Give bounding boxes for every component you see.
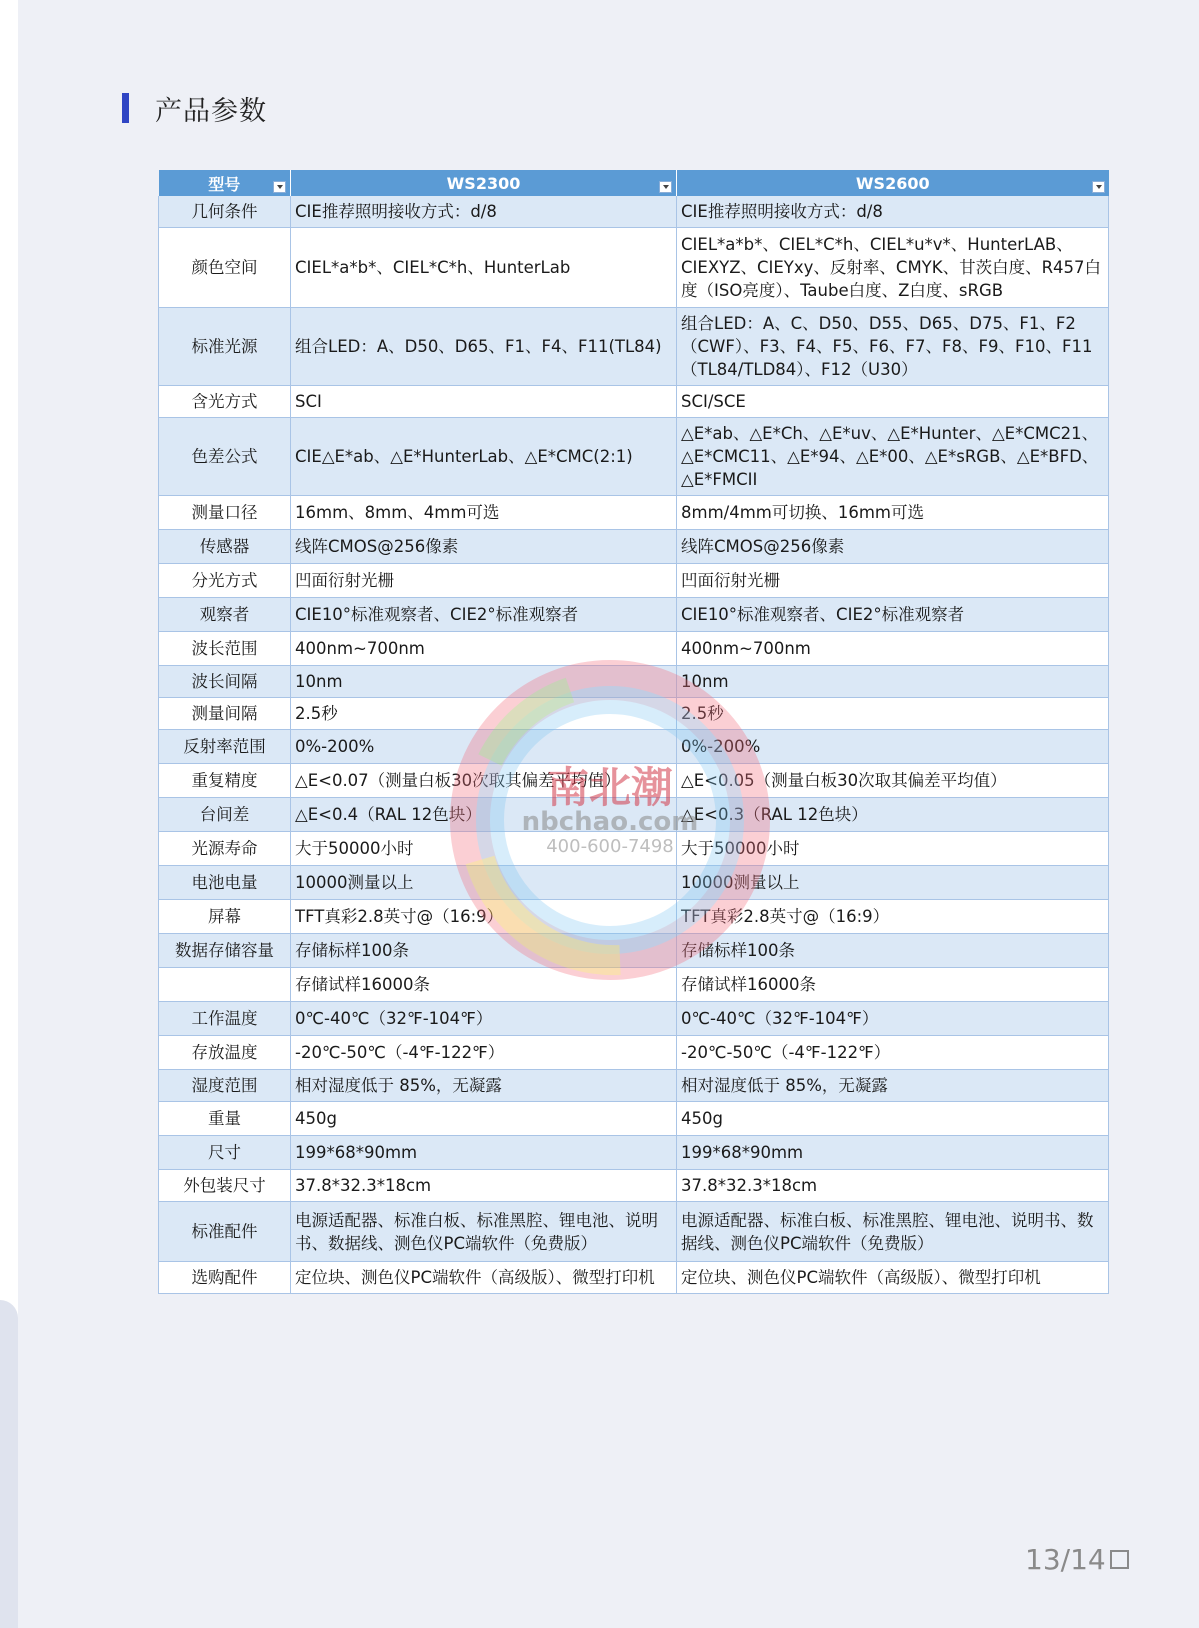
row-label: 测量口径 [159,496,291,530]
watermark-phone: 400-600-7498 [546,836,674,857]
table-row [159,1036,1109,1070]
row-label: 光源寿命 [159,832,291,866]
table-row [159,196,1109,228]
ws2600-value: 组合LED：A、C、D50、D55、D65、D75、F1、F2（CWF）、F3、F4、F5、F6、F7、F8、F9、F10、F11（TL84/TLD84）、F12（U30） [677,308,1109,386]
ws2300-value: 10nm [291,666,677,698]
row-label: 湿度范围 [159,1070,291,1102]
table-row [159,632,1109,666]
table-row [159,968,1109,1002]
ws2600-value: 400nm~700nm [677,632,1109,666]
ws2600-value: 凹面衍射光栅 [677,564,1109,598]
ws2300-value: CIE推荐照明接收方式：d/8 [291,196,677,228]
page-box-icon [1110,1550,1129,1569]
ws2300-value: 线阵CMOS@256像素 [291,530,677,564]
row-label [159,968,291,1002]
page-title: 产品参数 [155,95,267,127]
ws2600-value: 10000测量以上 [677,866,1109,900]
table-row [159,698,1109,730]
row-label: 色差公式 [159,418,291,496]
page-number [1025,1543,1129,1576]
ws2300-value: CIE△E*ab、△E*HunterLab、△E*CMC(2:1) [291,418,677,496]
table-row [159,866,1109,900]
ws2600-value: 450g [677,1102,1109,1136]
ws2600-value: 电源适配器、标准白板、标准黑腔、锂电池、说明书、数据线、测色仪PC端软件（免费版） [677,1202,1109,1262]
table-row [159,900,1109,934]
ws2600-value: 37.8*32.3*18cm [677,1170,1109,1202]
ws2300-value: SCI [291,386,677,418]
row-label: 电池电量 [159,866,291,900]
ws2300-value: 组合LED：A、D50、D65、F1、F4、F11(TL84) [291,308,677,386]
table-row [159,934,1109,968]
ws2600-value: CIE推荐照明接收方式：d/8 [677,196,1109,228]
ws2600-value: CIEL*a*b*、CIEL*C*h、CIEL*u*v*、HunterLAB、CIEXYZ、CIEYxy、反射率、CMYK、甘茨白度、R457白度（ISO亮度）、Taube白度、Z白度、sRGB [677,228,1109,308]
table-row [159,730,1109,764]
row-label: 观察者 [159,598,291,632]
table-row [159,1002,1109,1036]
filter-dropdown-icon[interactable] [659,181,672,193]
section-header [122,92,267,127]
ws2600-value: 线阵CMOS@256像素 [677,530,1109,564]
ws2300-value: 37.8*32.3*18cm [291,1170,677,1202]
ws2600-value: 大于50000小时 [677,832,1109,866]
row-label: 外包装尺寸 [159,1170,291,1202]
row-label: 颜色空间 [159,228,291,308]
row-label: 含光方式 [159,386,291,418]
decorative-corner [0,1300,18,1628]
row-label: 标准光源 [159,308,291,386]
ws2600-value: 199*68*90mm [677,1136,1109,1170]
ws2300-value: CIE10°标准观察者、CIE2°标准观察者 [291,598,677,632]
ws2600-value: CIE10°标准观察者、CIE2°标准观察者 [677,598,1109,632]
ws2600-value: 0℃-40℃（32℉-104℉） [677,1002,1109,1036]
ws2600-value: 2.5秒 [677,698,1109,730]
ws2600-value: △E<0.05（测量白板30次取其偏差平均值） [677,764,1109,798]
ws2300-value: 199*68*90mm [291,1136,677,1170]
ws2300-value: 0℃-40℃（32℉-104℉） [291,1002,677,1036]
row-label: 选购配件 [159,1262,291,1294]
ws2300-value: △E<0.4（RAL 12色块） [291,798,677,832]
ws2300-value: 凹面衍射光栅 [291,564,677,598]
table-row [159,598,1109,632]
row-label: 测量间隔 [159,698,291,730]
table-row [159,832,1109,866]
table-header-row [159,170,1109,196]
ws2600-value: 相对湿度低于 85%，无凝露 [677,1070,1109,1102]
row-label: 工作温度 [159,1002,291,1036]
ws2600-value: 0%-200% [677,730,1109,764]
row-label: 标准配件 [159,1202,291,1262]
ws2600-value: TFT真彩2.8英寸@（16:9） [677,900,1109,934]
table-row [159,1170,1109,1202]
ws2300-value: △E<0.07（测量白板30次取其偏差平均值） [291,764,677,798]
ws2300-value: TFT真彩2.8英寸@（16:9） [291,900,677,934]
ws2600-value: 定位块、测色仪PC端软件（高级版）、微型打印机 [677,1262,1109,1294]
table-row [159,764,1109,798]
header-label: WS2300 [446,173,521,193]
ws2300-value: 大于50000小时 [291,832,677,866]
ws2600-value: 10nm [677,666,1109,698]
header-ws2600[interactable] [677,170,1109,196]
row-label: 数据存储容量 [159,934,291,968]
ws2600-value: 存储标样100条 [677,934,1109,968]
title-accent-bar [122,93,129,123]
table-row [159,418,1109,496]
ws2300-value: 定位块、测色仪PC端软件（高级版）、微型打印机 [291,1262,677,1294]
ws2600-value: △E*ab、△E*Ch、△E*uv、△E*Hunter、△E*CMC21、△E*CMC11、△E*94、△E*00、△E*sRGB、△E*BFD、△E*FMCII [677,418,1109,496]
header-label: WS2600 [855,173,930,193]
watermark-site: nbchao.com [521,807,699,837]
table-row [159,530,1109,564]
ws2300-value: 10000测量以上 [291,866,677,900]
row-label: 重量 [159,1102,291,1136]
ws2300-value: 存储试样16000条 [291,968,677,1002]
row-label: 分光方式 [159,564,291,598]
ws2300-value: 0%-200% [291,730,677,764]
ws2300-value: 2.5秒 [291,698,677,730]
ws2300-value: 电源适配器、标准白板、标准黑腔、锂电池、说明书、数据线、测色仪PC端软件（免费版） [291,1202,677,1262]
row-label: 波长范围 [159,632,291,666]
table-row [159,1070,1109,1102]
table-row [159,798,1109,832]
row-label: 屏幕 [159,900,291,934]
table-row [159,564,1109,598]
table-row [159,1262,1109,1294]
ws2300-value: -20℃-50℃（-4℉-122℉） [291,1036,677,1070]
ws2300-value: 存储标样100条 [291,934,677,968]
table-row [159,386,1109,418]
ws2600-value: 存储试样16000条 [677,968,1109,1002]
row-label: 波长间隔 [159,666,291,698]
ws2300-value: 相对湿度低于 85%，无凝露 [291,1070,677,1102]
table-row [159,228,1109,308]
filter-dropdown-icon[interactable] [273,181,286,193]
ws2300-value: 16mm、8mm、4mm可选 [291,496,677,530]
spec-table [158,170,1109,1294]
ws2300-value: CIEL*a*b*、CIEL*C*h、HunterLab [291,228,677,308]
table-row [159,496,1109,530]
filter-dropdown-icon[interactable] [1092,181,1105,193]
row-label: 存放温度 [159,1036,291,1070]
header-model[interactable] [159,170,291,196]
ws2600-value: SCI/SCE [677,386,1109,418]
header-label: 型号 [208,174,241,194]
row-label: 重复精度 [159,764,291,798]
table-row [159,1202,1109,1262]
table-row [159,1102,1109,1136]
page-number-text: 13/14 [1025,1543,1106,1576]
ws2600-value: -20℃-50℃（-4℉-122℉） [677,1036,1109,1070]
row-label: 传感器 [159,530,291,564]
row-label: 反射率范围 [159,730,291,764]
ws2300-value: 400nm~700nm [291,632,677,666]
header-ws2300[interactable] [291,170,677,196]
ws2600-value: △E<0.3（RAL 12色块） [677,798,1109,832]
watermark-brand: 南北潮 [546,763,674,812]
row-label: 几何条件 [159,196,291,228]
ws2300-value: 450g [291,1102,677,1136]
row-label: 尺寸 [159,1136,291,1170]
table-row [159,1136,1109,1170]
ws2600-value: 8mm/4mm可切换、16mm可选 [677,496,1109,530]
row-label: 台间差 [159,798,291,832]
table-row [159,666,1109,698]
table-row [159,308,1109,386]
